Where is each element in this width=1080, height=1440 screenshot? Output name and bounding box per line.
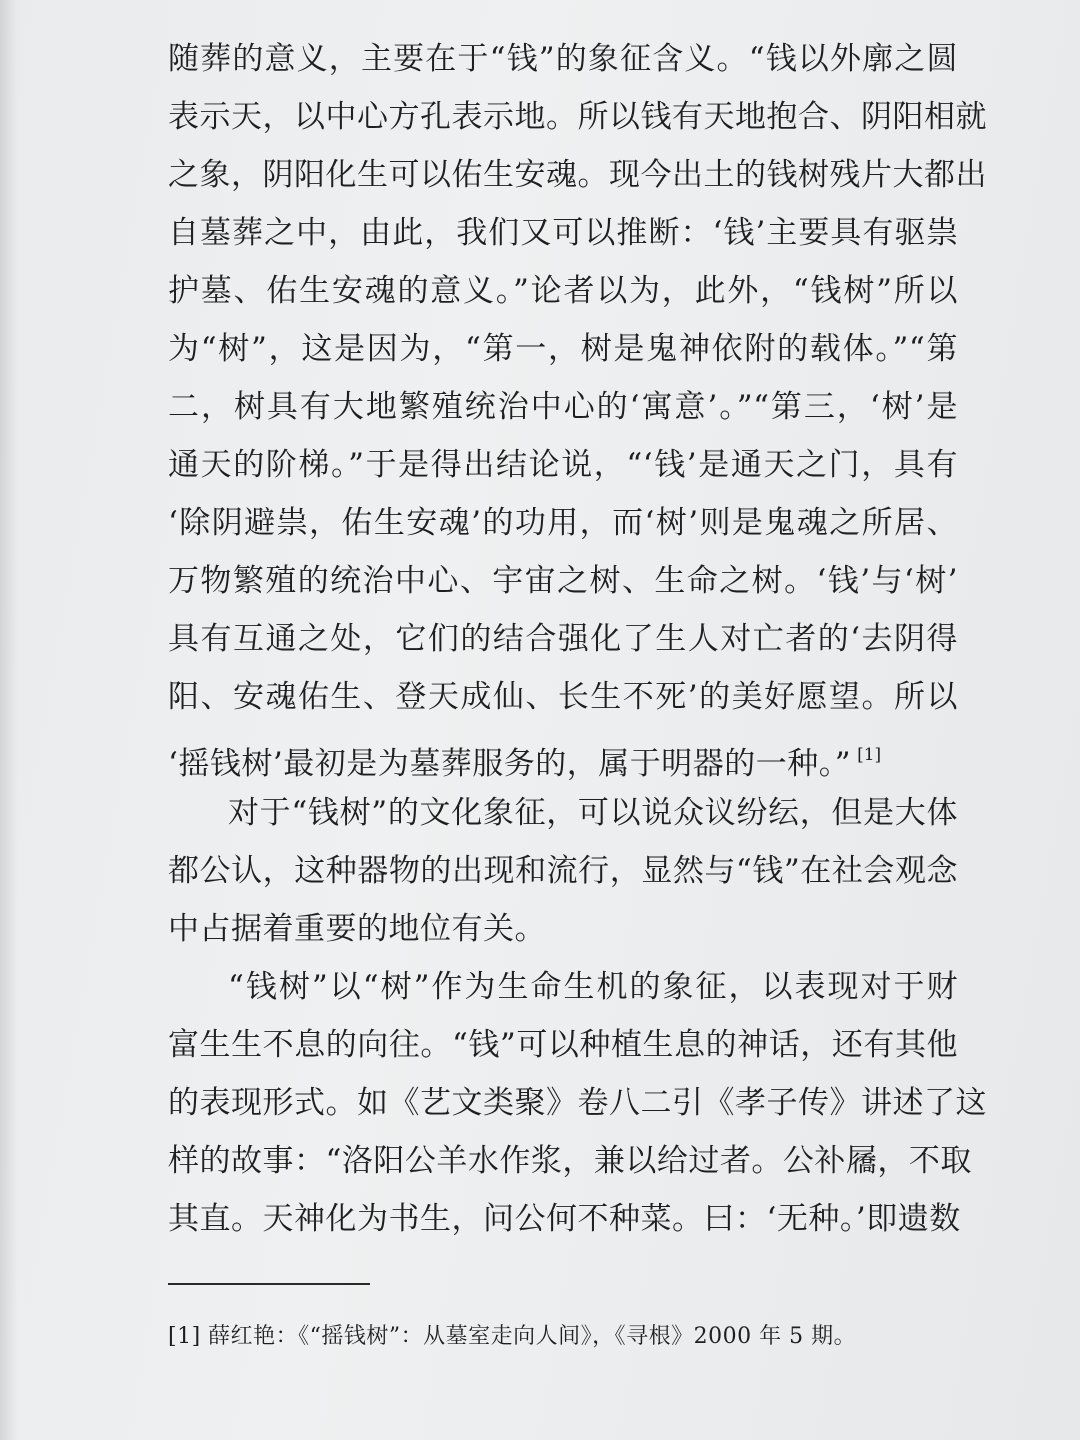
text-line: 中占据着重要的地位有关。 — [168, 911, 546, 947]
text-line: 之象，阴阳化生可以佑生安魂。现今出土的钱树残片大都出 — [168, 157, 987, 193]
paragraph-first-line: “钱树”以“树”作为生命生机的象征，以表现对于财 — [228, 969, 958, 1005]
footnote: [1] 薛红艳：《“摇钱树”：从墓室走向人间》，《寻根》2000 年 5 期。 — [168, 1324, 857, 1349]
text-line: 其直。天神化为书生，问公何不种菜。曰：‘无种。’即遗数 — [168, 1201, 961, 1237]
text-line: 具有互通之处，它们的结合强化了生人对亡者的‘去阴得 — [168, 621, 958, 657]
text-line: 富生生不息的向往。“钱”可以种植生息的神话，还有其他 — [168, 1027, 958, 1063]
footnote-divider — [168, 1283, 370, 1285]
text-line: 护墓、佑生安魂的意义。”论者以为，此外，“钱树”所以 — [168, 273, 958, 309]
text-line: 万物繁殖的统治中心、宇宙之树、生命之树。‘钱’与‘树’ — [168, 563, 958, 599]
text-line: ‘除阴避祟，佑生安魂’的功用，而‘树’则是鬼魂之所居、 — [168, 505, 958, 541]
book-page-text — [168, 30, 987, 1248]
text-line-content: ‘摇钱树’最初是为墓葬服务的，属于明器的一种。” — [168, 746, 852, 782]
text-line: 为“树”，这是因为，“第一，树是鬼神依附的载体。”“第 — [168, 331, 958, 367]
text-line: 的表现形式。如《艺文类聚》卷八二引《孝子传》讲述了这 — [168, 1085, 987, 1121]
text-line: 表示天，以中心方孔表示地。所以钱有天地抱合、阴阳相就 — [168, 99, 987, 135]
text-line: 阳、安魂佑生、登天成仙、长生不死’的美好愿望。所以 — [168, 679, 958, 715]
text-line — [168, 726, 958, 784]
text-line: 二，树具有大地繁殖统治中心的‘寓意’。”“第三，‘树’是 — [168, 389, 958, 425]
page-edge-shadow — [0, 0, 18, 1440]
text-line: 样的故事：“洛阳公羊水作浆，兼以给过者。公补屩，不取 — [168, 1143, 972, 1179]
text-line: 通天的阶梯。”于是得出结论说，“‘钱’是通天之门，具有 — [168, 447, 958, 483]
text-line: 自墓葬之中，由此，我们又可以推断：‘钱’主要具有驱祟 — [168, 215, 958, 251]
text-line: 随葬的意义，主要在于“钱”的象征含义。“钱以外廓之圆 — [168, 41, 958, 77]
text-line: 都公认，这种器物的出现和流行，显然与“钱”在社会观念 — [168, 853, 958, 889]
footnote-reference[interactable]: [1] — [857, 745, 882, 765]
paragraph-first-line: 对于“钱树”的文化象征，可以说众议纷纭，但是大体 — [228, 795, 958, 831]
